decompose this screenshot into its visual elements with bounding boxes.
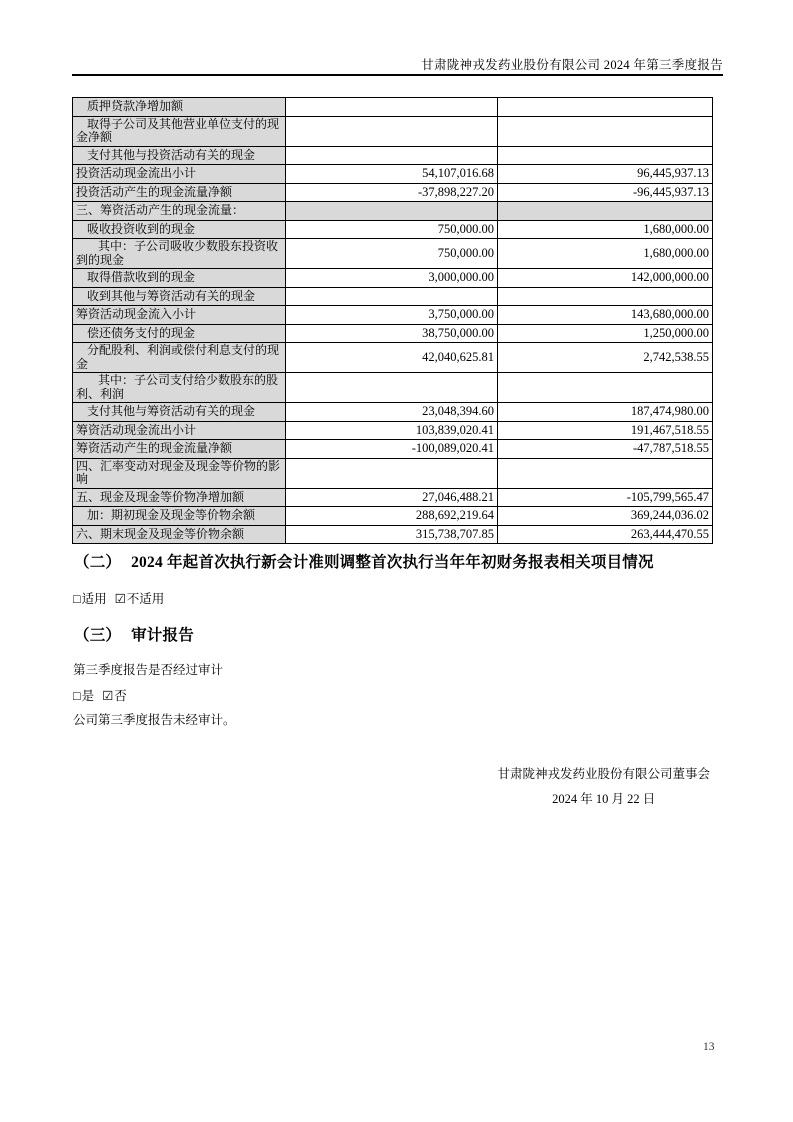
row-value-prior-period: -96,445,937.13: [498, 183, 713, 202]
row-value-prior-period: [498, 146, 713, 165]
row-value-current-period: 38,750,000.00: [286, 324, 498, 343]
checkbox-checked-icon: ☑: [102, 689, 114, 703]
row-value-prior-period: [498, 116, 713, 146]
row-label: 筹资活动产生的现金流量净额: [73, 440, 286, 459]
row-label: 三、筹资活动产生的现金流量：: [73, 202, 286, 221]
table-row: [73, 373, 713, 403]
row-value-current-period: 315,738,707.85: [286, 525, 498, 544]
option-not-applicable-label: 不适用: [126, 592, 165, 606]
section-3-number: （三）: [74, 627, 122, 644]
row-value-prior-period: 1,680,000.00: [498, 239, 713, 269]
row-label: 投资活动产生的现金流量净额: [73, 183, 286, 202]
row-value-prior-period: 263,444,470.55: [498, 525, 713, 544]
table-row: [73, 287, 713, 306]
row-value-current-period: [286, 287, 498, 306]
row-label: 其中：子公司支付给少数股东的股利、利润: [73, 373, 286, 403]
table-row: [73, 343, 713, 373]
row-value-current-period: [286, 458, 498, 488]
cashflow-table: [72, 97, 713, 544]
applicability-line: [73, 589, 172, 607]
row-label: 取得借款收到的现金: [73, 269, 286, 288]
row-value-current-period: 3,750,000.00: [286, 306, 498, 325]
row-label: 筹资活动现金流出小计: [73, 421, 286, 440]
option-no-label: 否: [114, 689, 127, 703]
row-label: 支付其他与投资活动有关的现金: [73, 146, 286, 165]
table-row: [73, 507, 713, 526]
section-3-heading: [74, 623, 194, 645]
checkbox-unchecked-icon: □: [73, 592, 81, 606]
row-value-prior-period: [498, 98, 713, 117]
option-no: [102, 689, 127, 703]
row-label: 支付其他与筹资活动有关的现金: [73, 403, 286, 422]
page-number: 13: [703, 1041, 715, 1053]
table-row: [73, 202, 713, 221]
signature-date: 2024 年 10 月 22 日: [552, 792, 656, 806]
row-label: 五、现金及现金等价物净增加额: [73, 488, 286, 507]
table-row: [73, 525, 713, 544]
row-label: 偿还债务支付的现金: [73, 324, 286, 343]
table-row: [73, 239, 713, 269]
row-value-prior-period: 143,680,000.00: [498, 306, 713, 325]
row-value-prior-period: -47,787,518.55: [498, 440, 713, 459]
page-header-title: 甘肃陇神戎发药业股份有限公司 2024 年第三季度报告: [421, 58, 723, 72]
table-row: [73, 165, 713, 184]
row-value-current-period: 23,048,394.60: [286, 403, 498, 422]
table-row: [73, 269, 713, 288]
row-value-current-period: [286, 116, 498, 146]
row-value-prior-period: [498, 287, 713, 306]
row-value-prior-period: [498, 202, 713, 221]
section-2-title: 2024 年起首次执行新会计准则调整首次执行当年年初财务报表相关项目情况: [131, 554, 654, 571]
row-label: 六、期末现金及现金等价物余额: [73, 525, 286, 544]
row-value-current-period: 54,107,016.68: [286, 165, 498, 184]
cashflow-table-body: [73, 98, 713, 544]
signature-block: [497, 762, 710, 812]
row-value-prior-period: [498, 458, 713, 488]
table-row: [73, 98, 713, 117]
table-row: [73, 116, 713, 146]
row-label: 四、汇率变动对现金及现金等价物的影响: [73, 458, 286, 488]
row-value-current-period: 42,040,625.81: [286, 343, 498, 373]
row-value-current-period: [286, 202, 498, 221]
table-row: [73, 220, 713, 239]
checkbox-unchecked-icon: □: [73, 689, 81, 703]
row-value-current-period: 3,000,000.00: [286, 269, 498, 288]
row-value-prior-period: 369,244,036.02: [498, 507, 713, 526]
table-row: [73, 324, 713, 343]
table-row: [73, 146, 713, 165]
section-3-title: 审计报告: [131, 627, 194, 644]
row-label: 分配股利、利润或偿付利息支付的现金: [73, 343, 286, 373]
section-2-number: （二）: [74, 554, 122, 571]
table-row: [73, 421, 713, 440]
option-yes: [73, 689, 94, 703]
audit-answer-line: [73, 686, 135, 704]
row-label: 筹资活动现金流入小计: [73, 306, 286, 325]
table-row: [73, 403, 713, 422]
signature-issuer: 甘肃陇神戎发药业股份有限公司董事会: [497, 767, 710, 781]
row-value-current-period: 750,000.00: [286, 239, 498, 269]
row-value-current-period: [286, 146, 498, 165]
checkbox-checked-icon: ☑: [114, 592, 126, 606]
option-not-applicable: [115, 592, 165, 606]
row-value-current-period: -37,898,227.20: [286, 183, 498, 202]
row-value-prior-period: 191,467,518.55: [498, 421, 713, 440]
row-label: 加：期初现金及现金等价物余额: [73, 507, 286, 526]
row-value-current-period: 750,000.00: [286, 220, 498, 239]
option-applicable: [73, 592, 107, 606]
audit-note: 公司第三季度报告未经审计。: [73, 713, 236, 727]
row-value-prior-period: 1,250,000.00: [498, 324, 713, 343]
row-value-current-period: 288,692,219.64: [286, 507, 498, 526]
row-value-prior-period: 142,000,000.00: [498, 269, 713, 288]
table-row: [73, 306, 713, 325]
row-value-current-period: -100,089,020.41: [286, 440, 498, 459]
audit-question: 第三季度报告是否经过审计: [73, 663, 224, 677]
table-row: [73, 458, 713, 488]
row-value-prior-period: 2,742,538.55: [498, 343, 713, 373]
row-value-prior-period: -105,799,565.47: [498, 488, 713, 507]
table-row: [73, 183, 713, 202]
table-row: [73, 440, 713, 459]
row-label: 收到其他与筹资活动有关的现金: [73, 287, 286, 306]
option-yes-label: 是: [81, 689, 95, 703]
row-value-prior-period: 187,474,980.00: [498, 403, 713, 422]
row-value-current-period: 27,046,488.21: [286, 488, 498, 507]
row-value-prior-period: 1,680,000.00: [498, 220, 713, 239]
row-value-current-period: [286, 98, 498, 117]
row-label: 其中：子公司吸收少数股东投资收到的现金: [73, 239, 286, 269]
row-label: 吸收投资收到的现金: [73, 220, 286, 239]
row-label: 质押贷款净增加额: [73, 98, 286, 117]
option-applicable-label: 适用: [81, 592, 107, 606]
section-2-heading: [74, 550, 654, 572]
row-value-current-period: [286, 373, 498, 403]
row-label: 投资活动现金流出小计: [73, 165, 286, 184]
row-label: 取得子公司及其他营业单位支付的现金净额: [73, 116, 286, 146]
row-value-prior-period: [498, 373, 713, 403]
row-value-current-period: 103,839,020.41: [286, 421, 498, 440]
row-value-prior-period: 96,445,937.13: [498, 165, 713, 184]
table-row: [73, 488, 713, 507]
header-rule: [72, 74, 723, 76]
